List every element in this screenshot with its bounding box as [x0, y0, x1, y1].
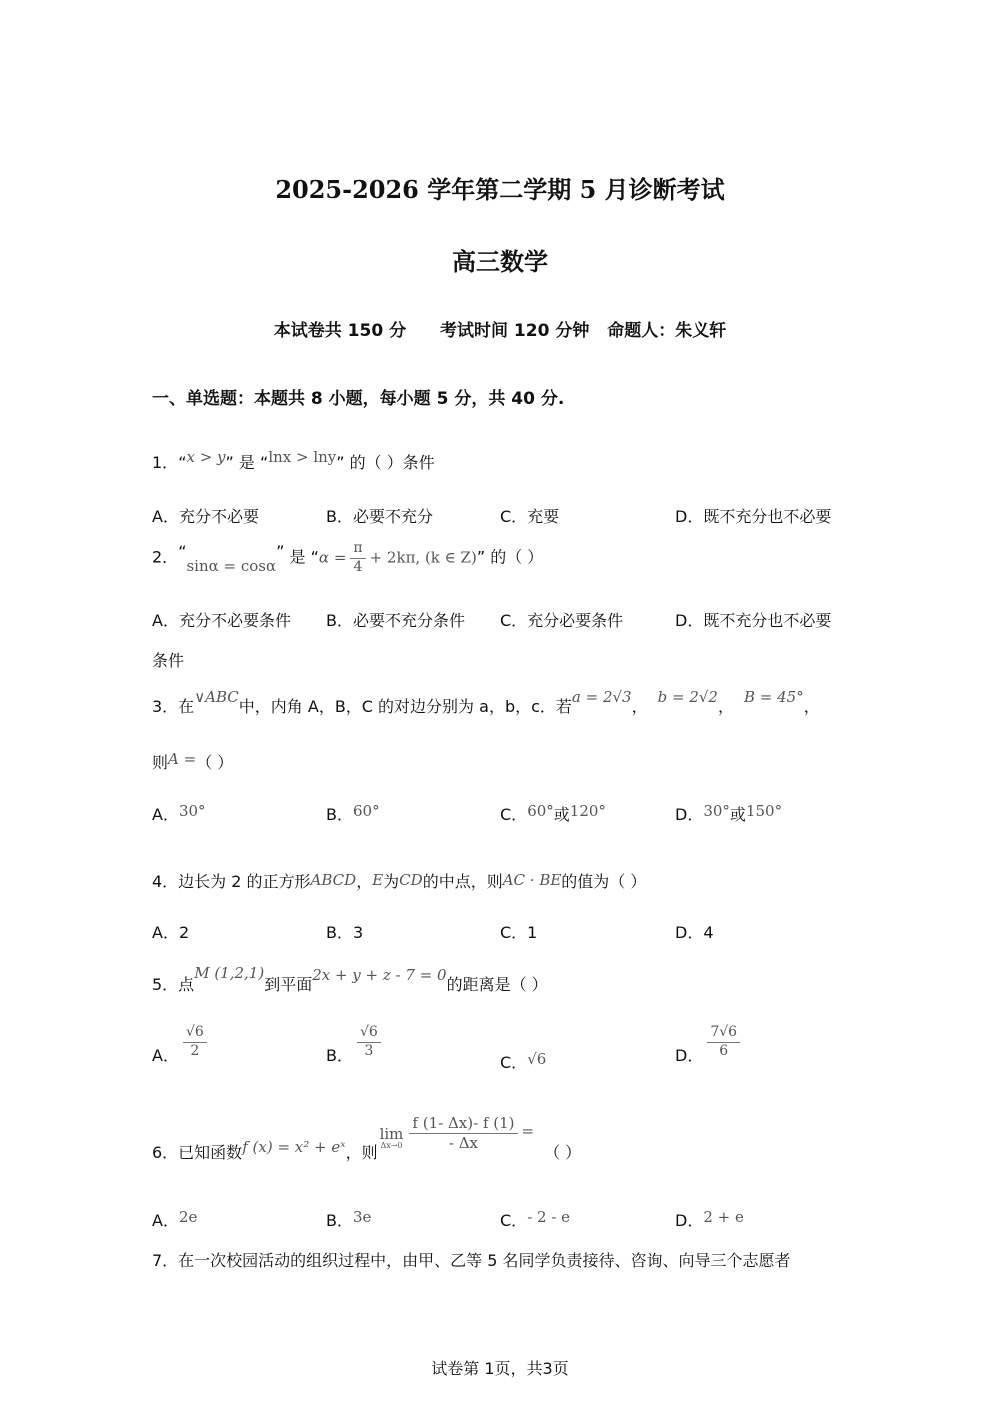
separator: ， [356, 872, 373, 891]
option-label: C． [500, 1211, 528, 1230]
q1-number: 1． [152, 453, 179, 472]
option-value: √6 [527, 1050, 547, 1068]
q6-option-a [152, 1208, 197, 1231]
q4-option-b: B．3 [326, 923, 364, 942]
q6-option-c [500, 1208, 570, 1231]
question-5 [152, 964, 548, 995]
fraction-numerator: 7√6 [707, 1024, 740, 1043]
question-4 [152, 869, 646, 892]
option-label: A． [152, 805, 179, 824]
q6-text: ，则 [345, 1142, 378, 1162]
option-value: 120° [569, 802, 606, 820]
question-3 [152, 688, 820, 717]
option-label: B． [326, 1211, 353, 1230]
fraction-denominator: 6 [719, 1042, 729, 1059]
option-label: A． [152, 1211, 179, 1230]
or-text: 或 [729, 805, 746, 824]
q4-text: 的中点，则 [422, 872, 503, 891]
fraction-denominator: 2 [190, 1042, 200, 1059]
fraction-denominator: 4 [353, 558, 363, 575]
q4-segment: CD [399, 871, 423, 889]
q3-triangle: ∨ABC [194, 688, 239, 706]
q4-option-c: C．1 [500, 923, 538, 942]
q3-option-d [675, 802, 782, 825]
q3-option-b [326, 802, 380, 825]
question-7: 7．在一次校园活动的组织过程中，由甲、乙等 5 名同学负责接待、咨询、向导三个志愿者 [152, 1251, 791, 1270]
fraction-numerator: f (1- Δx)- f (1) [409, 1114, 517, 1134]
question-1 [152, 450, 435, 473]
question-3-line2 [152, 750, 233, 773]
option-value: 60° [527, 802, 554, 820]
quote-close: ” [225, 453, 234, 472]
option-value: - 2 - e [527, 1208, 571, 1226]
q2-condition-b-rhs: + 2kπ, (k ∈ Z) [369, 548, 477, 567]
q6-limit [380, 1125, 404, 1150]
separator: ， [631, 697, 648, 716]
exam-title: 2025-2026 学年第二学期 5 月诊断考试 [275, 175, 725, 204]
option-label: D． [675, 1045, 704, 1065]
q3-option-c [500, 802, 606, 825]
q6-option-b [326, 1208, 371, 1231]
q2-connector: 是 [284, 547, 311, 567]
exam-subtitle: 高三数学 [452, 248, 548, 276]
quote-open: “ [260, 453, 269, 472]
q3-option-a [152, 802, 206, 825]
q5-text: 到平面 [264, 975, 313, 994]
q1-option-d: D．既不充分也不必要 [675, 507, 832, 526]
fraction-denominator: - Δx [448, 1133, 479, 1152]
fraction-numerator: π [350, 540, 365, 559]
exam-info [0, 316, 1000, 341]
q1-condition-b: lnx > lny [268, 448, 337, 466]
question-6 [152, 1114, 582, 1162]
q1-tail: 的（ ）条件 [344, 453, 435, 472]
option-label: B． [326, 805, 353, 824]
limit-subscript: Δx→0 [380, 1140, 403, 1150]
q5-plane: 2x + y + z - 7 = 0 [312, 966, 447, 984]
option-value: 3e [352, 1208, 372, 1226]
q6-function: f (x) = x² + eˣ [242, 1137, 346, 1156]
q2-option-b: B．必要不充分条件 [326, 611, 465, 630]
q3-then: 则 [152, 753, 169, 772]
fraction-denominator: 3 [364, 1042, 374, 1059]
quote-open: “ [178, 453, 187, 472]
q2-tail: 的（ ） [485, 547, 544, 567]
option-label: D． [675, 1211, 704, 1230]
q2-option-c: C．充分必要条件 [500, 611, 624, 630]
q5-option-a [152, 1024, 211, 1065]
option-fraction [183, 1024, 207, 1060]
q2-option-d: D．既不充分也不必要 [675, 611, 832, 630]
option-value: 30° [703, 802, 730, 820]
q6-text: 6．已知函数 [152, 1142, 243, 1162]
section-heading: 一、单选题：本题共 8 小题，每小题 5 分，共 40 分. [152, 389, 565, 409]
option-label: B． [326, 1045, 353, 1065]
q4-point-e: E [372, 871, 384, 889]
fraction-numerator: √6 [357, 1024, 381, 1043]
q1-option-b: B．必要不充分 [326, 507, 433, 526]
option-label: A． [152, 1045, 179, 1065]
q5-text: 5．点 [152, 975, 195, 994]
page-footer: 试卷第 1页，共3页 [431, 1359, 569, 1378]
q3-number: 3．在 [152, 697, 195, 716]
q5-option-c [500, 1050, 546, 1073]
or-text: 或 [553, 805, 570, 824]
option-label: D． [675, 805, 704, 824]
exam-time: 考试时间 120 分钟 [440, 321, 590, 341]
separator: ， [717, 697, 734, 716]
q1-connector: 是 [233, 453, 261, 472]
q1-option-c: C．充要 [500, 507, 560, 526]
quote-close: ” [336, 453, 345, 472]
q2-condition-b-lhs: α = [318, 548, 347, 567]
q3-cond-a: a = 2√3 [571, 688, 632, 706]
option-label: C． [500, 1053, 528, 1072]
q2-condition-a: sinα = cosα [186, 556, 277, 575]
option-fraction [707, 1024, 740, 1060]
quote-close: ” [476, 547, 486, 567]
q2-option-d-wrap: 条件 [152, 651, 185, 670]
q3-paren: （ ） [196, 753, 234, 772]
option-value: 30° [178, 802, 206, 820]
q3-ask: A = [168, 750, 197, 768]
q4-text: 为 [383, 872, 400, 891]
fraction-numerator: √6 [183, 1024, 207, 1043]
option-value: 2e [178, 1208, 198, 1226]
q5-option-b [326, 1024, 385, 1065]
q4-option-a: A．2 [152, 923, 190, 942]
q4-square: ABCD [310, 871, 357, 889]
question-2 [152, 540, 543, 576]
q3-text: 中，内角 A，B，C 的对边分别为 a，b，c．若 [238, 697, 572, 716]
q4-option-d: D．4 [675, 923, 714, 942]
q5-point: M (1,2,1) [194, 964, 265, 982]
q3-cond-c: B = 45° [744, 688, 804, 706]
q4-dot-product: AC · BE [502, 871, 562, 889]
quote-open: “ [178, 541, 187, 561]
option-label: C． [500, 805, 528, 824]
q5-text: 的距离是（ ） [446, 975, 548, 994]
option-value: 150° [745, 802, 783, 820]
q5-option-d [675, 1024, 744, 1065]
limit-operator: lim [379, 1124, 404, 1143]
q1-option-a: A．充分不必要 [152, 507, 259, 526]
option-value: 60° [352, 802, 380, 820]
q2-fraction [350, 540, 365, 576]
q6-option-d [675, 1208, 744, 1231]
q1-condition-a: x > y [186, 448, 226, 466]
option-fraction [357, 1024, 381, 1060]
q4-text: 4．边长为 2 的正方形 [152, 872, 311, 891]
q4-text: 的值为（ ） [561, 872, 647, 891]
option-value: 2 + e [703, 1208, 744, 1226]
quote-close: ” [276, 541, 285, 561]
q2-number: 2． [152, 547, 179, 567]
total-score: 本试卷共 150 分 [273, 321, 407, 341]
q2-option-a: A．充分不必要条件 [152, 611, 291, 630]
separator: ， [803, 697, 820, 716]
q6-equals: = [521, 1121, 535, 1140]
q6-paren: （ ） [544, 1142, 582, 1162]
q6-fraction [409, 1114, 517, 1153]
author: 命题人：朱义轩 [607, 321, 727, 341]
quote-open: “ [310, 547, 319, 567]
q3-cond-b: b = 2√2 [657, 688, 718, 706]
